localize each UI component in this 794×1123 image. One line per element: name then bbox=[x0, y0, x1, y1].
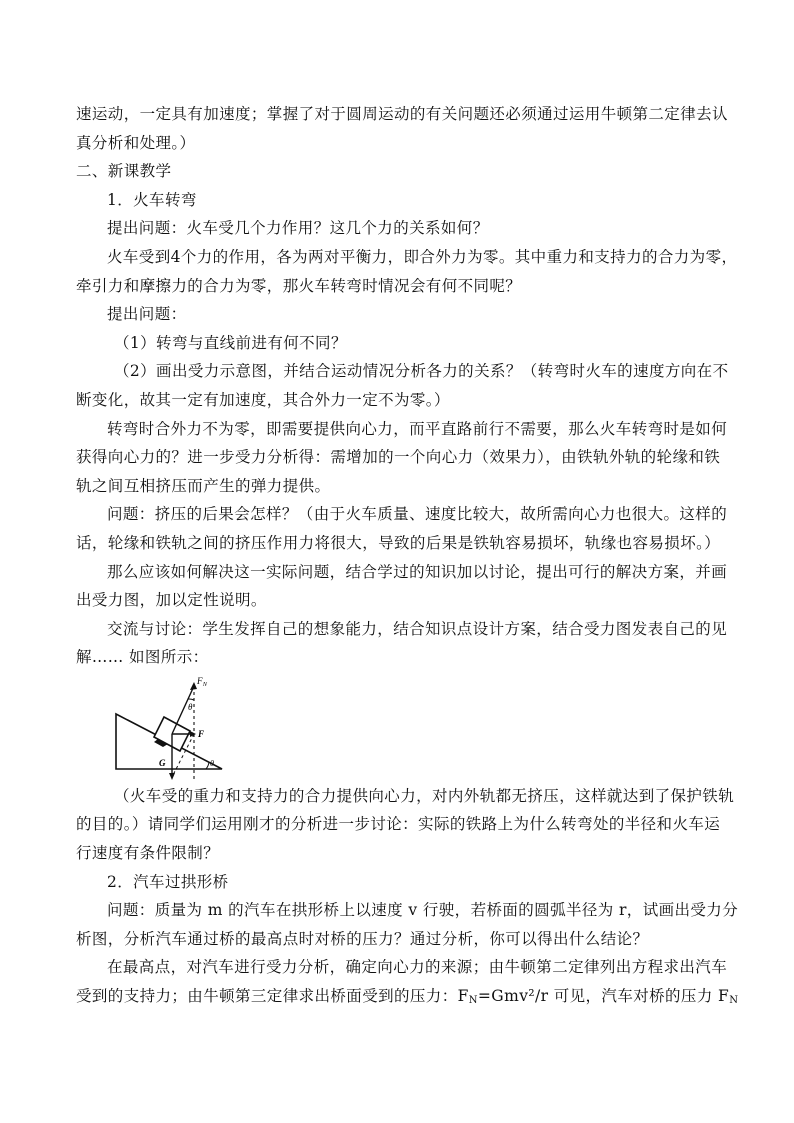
text-line: 断变化，故其一定有加速度，其合外力一定不为零。） bbox=[76, 390, 450, 409]
document-body bbox=[76, 100, 739, 1011]
formula-text-a: 受到的支持力；由牛顿第三定律求出桥面受到的压力：F bbox=[76, 987, 469, 1006]
text-line: 解…… 如图所示： bbox=[76, 648, 209, 667]
text-line-formula bbox=[76, 982, 739, 1011]
subsection-heading-arch-bridge: 2．汽车过拱形桥 bbox=[107, 872, 229, 891]
label-net-force: F bbox=[198, 728, 205, 739]
text-line: 的目的。）请同学们运用刚才的分析进一步讨论：实际的铁路上为什么转弯处的半径和火车运 bbox=[76, 815, 721, 834]
text-line: 那么应该如何解决这一实际问题，结合学过的知识加以讨论，提出可行的解决方案，并画 bbox=[107, 562, 728, 581]
arrowhead-icon bbox=[169, 773, 175, 780]
text-line: 轨之间互相挤压而产生的弹力提供。 bbox=[76, 476, 331, 495]
text-line: 交流与讨论：学生发挥自己的想象能力，结合知识点设计方案，结合受力图发表自己的见 bbox=[107, 619, 728, 638]
section-heading: 二、新课教学 bbox=[76, 162, 172, 181]
text-line: 出受力图，加以定性说明。 bbox=[76, 591, 267, 610]
force-diagram-svg bbox=[112, 674, 242, 782]
angle-arc-top bbox=[188, 699, 194, 700]
text-line: 获得向心力的？进一步受力分析得：需增加的一个向心力（效果力），由铁轨外轨的轮缘和铁 bbox=[76, 448, 721, 467]
label-normal-force: $F_N$ bbox=[197, 675, 208, 688]
question-line: 提出问题：火车受几个力作用？这几个力的关系如何？ bbox=[107, 219, 489, 238]
text-line: （火车受的重力和支持力的合力提供向心力，对内外轨都无挤压，这样就达到了保护铁轨 bbox=[114, 786, 735, 805]
label-theta-bottom: θ bbox=[210, 758, 215, 768]
text-line: 问题：质量为 m 的汽车在拱形桥上以速度 v 行驶，若桥面的圆弧半径为 r，试画出受力分 bbox=[107, 901, 739, 920]
text-line: 在最高点，对汽车进行受力分析，确定向心力的来源；由牛顿第二定律列出方程求出汽车 bbox=[107, 958, 728, 977]
formula-text-b: =Gmv²/r 可见，汽车对桥的压力 F bbox=[477, 987, 730, 1006]
text-line: 牵引力和摩擦力的合力为零，那火车转弯时情况会有何不同呢？ bbox=[76, 276, 522, 295]
label-theta-top: θ bbox=[188, 701, 193, 712]
text-line: 转弯时合外力不为零，即需要提供向心力，而平直路前行不需要，那么火车转弯时是如何 bbox=[107, 419, 728, 438]
text-line: 话，轮缘和铁轨之间的挤压作用力将很大，导致的后果是铁轨容易损坏，轨缘也容易损坏。） bbox=[76, 533, 721, 552]
text-line: 火车受到4个力的作用，各为两对平衡力，即合外力为零。其中重力和支持力的合力为零， bbox=[107, 247, 738, 266]
question-line: 提出问题： bbox=[107, 305, 187, 324]
text-line: 真分析和处理。） bbox=[76, 133, 196, 152]
text-line: 析图，分析汽车通过桥的最高点时对桥的压力？通过分析，你可以得出什么结论？ bbox=[76, 929, 649, 948]
angle-arc-bottom bbox=[206, 762, 209, 769]
force-diagram bbox=[112, 674, 721, 782]
text-line: 行速度有条件限制？ bbox=[76, 844, 220, 863]
formula-subscript: N bbox=[729, 995, 739, 1007]
text-line: 速运动，一定具有加速度；掌握了对于圆周运动的有关问题还必须通过运用牛顿第二定律去认 bbox=[76, 105, 728, 123]
label-gravity: G bbox=[159, 757, 166, 768]
list-item: （2）画出受力示意图，并结合运动情况分析各力的关系？（转弯时火车的速度方向在不 bbox=[114, 362, 729, 381]
list-item: （1）转弯与直线前进有何不同？ bbox=[114, 333, 347, 352]
text-line: 问题：挤压的后果会怎样？（由于火车质量、速度比较大，故所需向心力也很大。这样的 bbox=[107, 505, 728, 524]
formula-subscript: N bbox=[468, 995, 478, 1007]
subsection-heading-train-turn: 1．火车转弯 bbox=[107, 190, 197, 209]
